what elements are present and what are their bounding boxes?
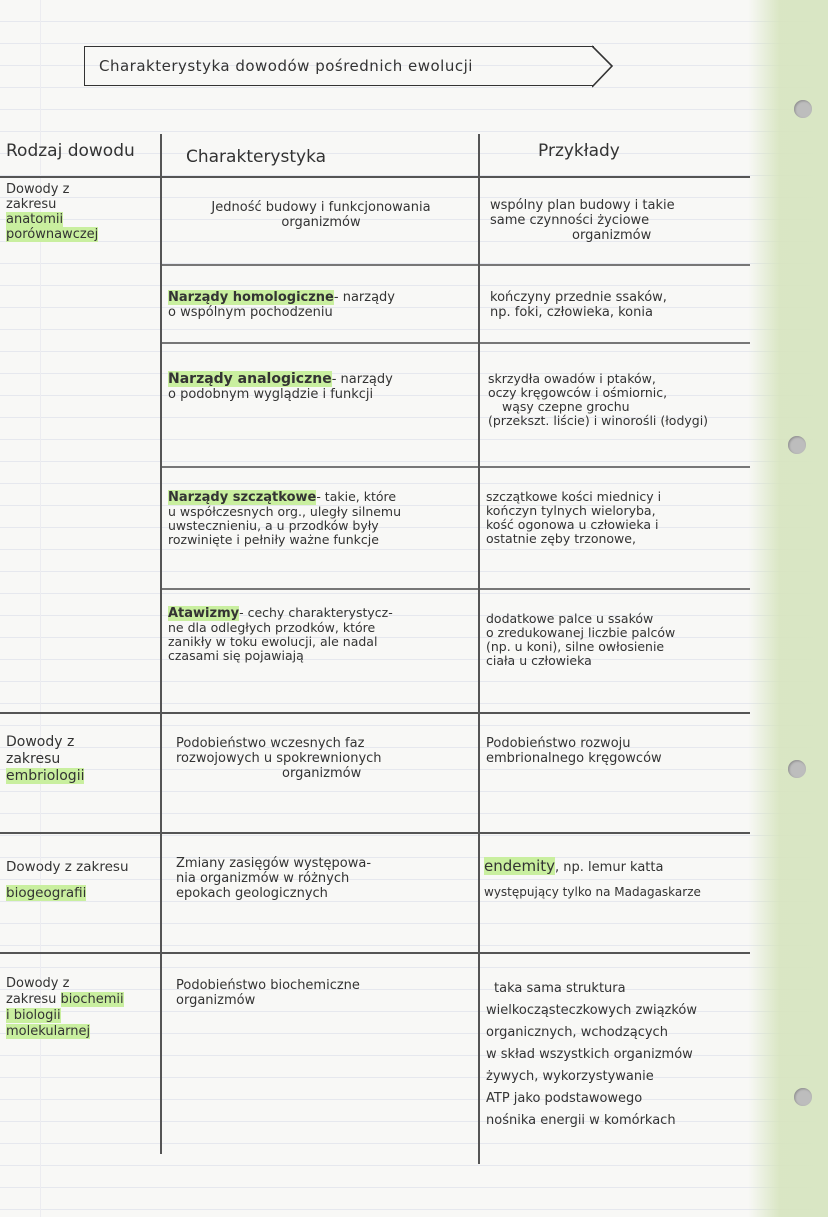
row-divider bbox=[160, 264, 750, 266]
text-span: - narządy bbox=[331, 372, 393, 387]
binder-hole-icon bbox=[794, 1088, 812, 1106]
text-line: u współczesnych org., uległy silnemu bbox=[168, 504, 402, 519]
section-divider bbox=[0, 712, 750, 714]
text-line: kość ogonowa u człowieka i bbox=[486, 517, 659, 532]
column-divider bbox=[478, 134, 480, 1164]
text-line: nośnika energii w komórkach bbox=[486, 1113, 676, 1128]
text-line: w skład wszystkich organizmów bbox=[486, 1047, 693, 1062]
text-line: występujący tylko na Madagaskarze bbox=[484, 885, 701, 899]
header-divider bbox=[0, 176, 750, 178]
text-line: ne dla odległych przodków, które bbox=[168, 620, 376, 635]
binder-hole-icon bbox=[788, 760, 806, 778]
section-label-embriologia bbox=[6, 734, 156, 785]
term-highlight: Narządy homologiczne bbox=[168, 290, 334, 305]
text-line: nia organizmów w różnych bbox=[176, 871, 350, 886]
text-line: ATP jako podstawowego bbox=[486, 1091, 643, 1106]
text-line: organizmów bbox=[572, 228, 652, 243]
text-line: zanikły w toku ewolucji, ale nadal bbox=[168, 634, 378, 649]
text-line: rozwinięte i pełniły ważne funkcje bbox=[168, 532, 379, 547]
text-line: uwstecznieniu, a u przodków były bbox=[168, 518, 379, 533]
text-line: Podobieństwo rozwoju bbox=[486, 736, 631, 751]
page-title: Charakterystyka dowodów pośrednich ewolucji bbox=[99, 57, 473, 75]
term-highlight: endemity bbox=[484, 857, 556, 875]
text-line: ostatnie zęby trzonowe, bbox=[486, 531, 636, 546]
text-line: epokach geologicznych bbox=[176, 886, 328, 901]
example-embriologia bbox=[486, 736, 748, 766]
text-line: Podobieństwo biochemiczne bbox=[176, 978, 360, 993]
text-line: wielkocząsteczkowych związków bbox=[486, 1003, 698, 1018]
char-homologiczne bbox=[168, 290, 474, 320]
text-line: (przekszt. liście) i winorośli (łodygi) bbox=[488, 413, 709, 428]
text-line: same czynności życiowe bbox=[490, 213, 650, 228]
text-line: (np. u koni), silne owłosienie bbox=[486, 639, 665, 654]
label-line: Dowody z bbox=[6, 182, 70, 197]
example-biogeografia bbox=[484, 854, 784, 904]
text-line: o wspólnym pochodzeniu bbox=[168, 305, 333, 320]
char-biochemia bbox=[176, 978, 476, 1008]
text-span: , np. lemur katta bbox=[555, 860, 664, 875]
label-text: zakresu bbox=[6, 992, 57, 1007]
text-line: Zmiany zasięgów występowa- bbox=[176, 856, 372, 871]
text-line: wąsy czepne grochu bbox=[502, 399, 630, 414]
binder-hole-icon bbox=[794, 100, 812, 118]
binder-hole-icon bbox=[788, 436, 806, 454]
example-jednosc bbox=[490, 198, 752, 243]
label-highlight: embriologii bbox=[6, 768, 85, 784]
label-highlight: i biologii bbox=[6, 1008, 61, 1023]
example-atawizmy bbox=[486, 612, 754, 668]
text-line: organizmów bbox=[282, 766, 362, 781]
term-highlight: Narządy szczątkowe bbox=[168, 490, 317, 505]
text-line: organizmów bbox=[281, 215, 361, 230]
char-atawizmy bbox=[168, 606, 478, 663]
char-szczatkowe bbox=[168, 490, 478, 547]
example-homologiczne bbox=[490, 290, 752, 320]
text-line: o podobnym wyglądzie i funkcji bbox=[168, 387, 374, 402]
text-line: żywych, wykorzystywanie bbox=[486, 1069, 654, 1084]
example-analogiczne bbox=[488, 372, 756, 428]
text-line: skrzydła owadów i ptaków, bbox=[488, 371, 656, 386]
text-line: taka sama struktura bbox=[494, 981, 626, 996]
text-span: - takie, które bbox=[316, 489, 397, 504]
header-rodzaj: Rodzaj dowodu bbox=[6, 141, 135, 161]
row-divider bbox=[160, 588, 750, 590]
char-analogiczne bbox=[168, 372, 478, 402]
label-highlight: molekularnej bbox=[6, 1024, 91, 1039]
text-span: - narządy bbox=[333, 290, 395, 305]
text-line: ciała u człowieka bbox=[486, 653, 592, 668]
title-box bbox=[84, 46, 594, 86]
header-charakterystyka: Charakterystyka bbox=[186, 147, 327, 167]
label-line: Dowody z bbox=[6, 976, 70, 991]
text-line: organizmów bbox=[176, 993, 256, 1008]
text-line: dodatkowe palce u ssaków bbox=[486, 611, 654, 626]
section-label-biogeografia bbox=[6, 854, 176, 906]
text-line: organicznych, wchodzących bbox=[486, 1025, 668, 1040]
header-przyklady: Przykłady bbox=[538, 141, 620, 161]
section-divider bbox=[0, 952, 750, 954]
row-divider bbox=[160, 466, 750, 468]
char-biogeografia bbox=[176, 856, 476, 901]
example-biochemia bbox=[486, 978, 786, 1132]
label-line: Dowody z zakresu bbox=[6, 859, 129, 875]
term-highlight: Atawizmy bbox=[168, 606, 240, 621]
char-embriologia bbox=[176, 736, 476, 781]
text-line: kończyny przednie ssaków, bbox=[490, 290, 667, 305]
example-szczatkowe bbox=[486, 490, 754, 546]
text-line: kończyn tylnych wieloryba, bbox=[486, 503, 656, 518]
label-line: Dowody z bbox=[6, 734, 75, 750]
title-arrow-icon bbox=[592, 45, 616, 89]
section-label-biochemia bbox=[6, 976, 162, 1040]
label-highlight: biochemii bbox=[60, 992, 124, 1007]
label-highlight: biogeografii bbox=[6, 885, 87, 901]
text-line: Jedność budowy i funkcjonowania bbox=[211, 200, 431, 215]
text-line: oczy kręgowców i ośmiornic, bbox=[488, 385, 668, 400]
text-line: wspólny plan budowy i takie bbox=[490, 198, 675, 213]
label-line: zakresu bbox=[6, 751, 61, 767]
text-line: czasami się pojawiają bbox=[168, 648, 304, 663]
section-label-anatomia bbox=[6, 182, 156, 242]
label-highlight: anatomii bbox=[6, 212, 64, 227]
section-divider bbox=[0, 832, 750, 834]
label-line: zakresu bbox=[6, 197, 57, 212]
text-line: np. foki, człowieka, konia bbox=[490, 305, 653, 320]
text-span: - cechy charakterystycz- bbox=[239, 605, 393, 620]
text-line: o zredukowanej liczbie palców bbox=[486, 625, 676, 640]
term-highlight: Narządy analogiczne bbox=[168, 371, 332, 387]
row-divider bbox=[160, 342, 750, 344]
text-line: Podobieństwo wczesnych faz bbox=[176, 736, 365, 751]
text-line: embrionalnego kręgowców bbox=[486, 751, 662, 766]
label-highlight: porównawczej bbox=[6, 227, 99, 242]
char-jednosc bbox=[168, 200, 474, 230]
text-line: szczątkowe kości miednicy i bbox=[486, 489, 662, 504]
text-line: rozwojowych u spokrewnionych bbox=[176, 751, 382, 766]
